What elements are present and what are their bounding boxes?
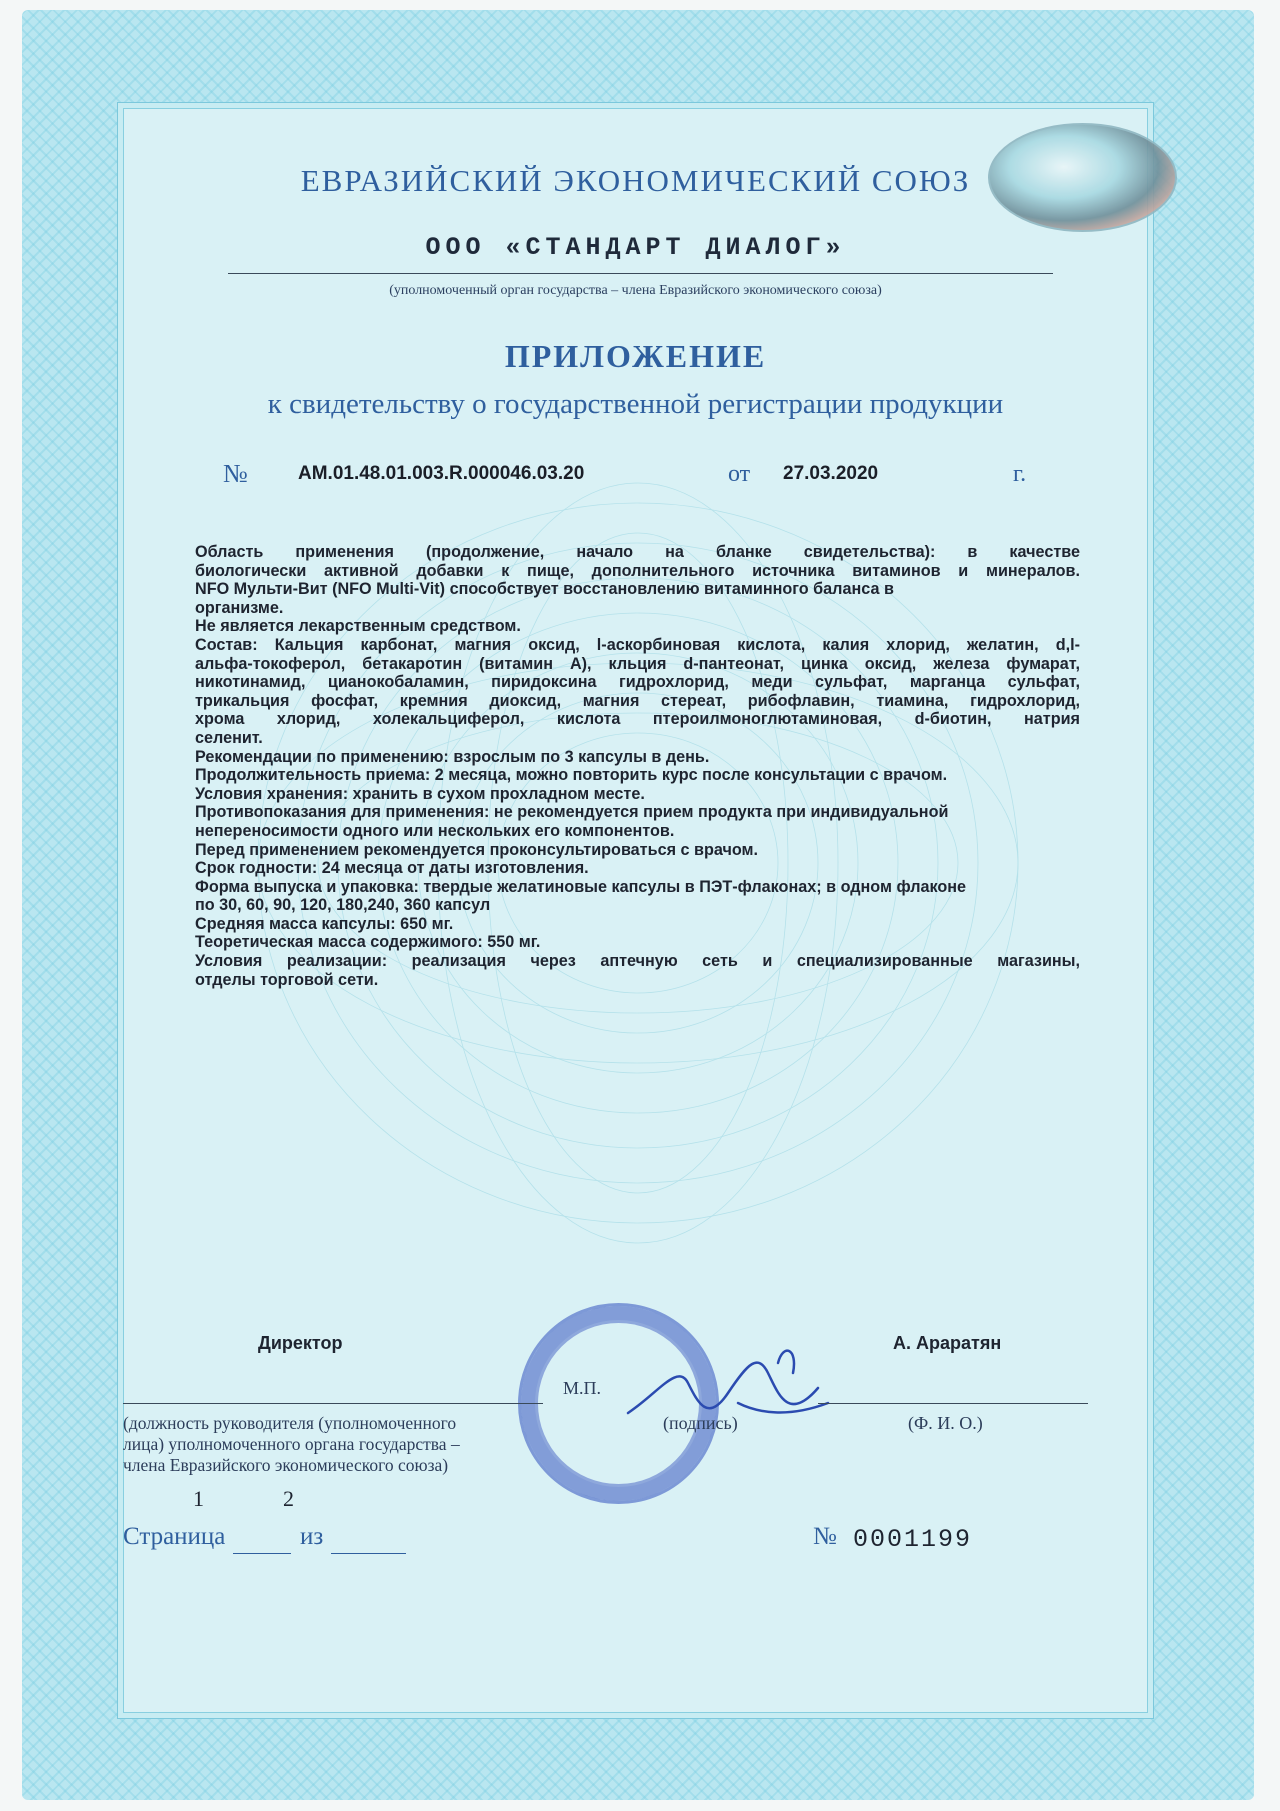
stamp-place-label: М.П.: [563, 1378, 602, 1398]
body-line: Не является лекарственным средством.: [195, 617, 521, 636]
signature-line-right: [818, 1403, 1088, 1404]
union-title: ЕВРАЗИЙСКИЙ ЭКОНОМИЧЕСКИЙ СОЮЗ: [300, 163, 971, 198]
body-line: Средняя масса капсулы: 650 мг.: [195, 914, 454, 933]
position-caption: (должность руководителя (уполномоченного лица) уполномоченного органа государства – члена Евразийского экономического союза): [123, 1413, 460, 1475]
body-line: биологически активной добавки к пище, дополнительного источника витаминов и минералов.: [195, 561, 1080, 580]
body-line: Теоретическая масса содержимого: 550 мг.: [195, 933, 541, 952]
product-description: [195, 543, 1080, 989]
registration-number: AM.01.48.01.003.R.000046.03.20: [298, 463, 585, 484]
serial-number: 0001199: [853, 1525, 973, 1554]
year-label: г.: [1013, 461, 1027, 487]
body-line: организме.: [195, 598, 284, 617]
body-line: трикальция фосфат, кремния диоксид, магния стереат, рибофлавин, тиамина, гидрохлорид,: [195, 691, 1080, 710]
signature-caption: (подпись): [663, 1413, 738, 1433]
fio-caption: (Ф. И. О.): [908, 1413, 983, 1433]
director-label: Директор: [258, 1333, 343, 1353]
body-line: хрома хлорид, холекальциферол, кислота птероилмоноглютаминовая, d-биотин, натрия: [195, 710, 1080, 729]
body-line: непереносимости одного или нескольких его компонентов.: [195, 821, 675, 840]
organization-caption: (уполномоченный орган государства – члена Евразийского экономического союза): [389, 283, 882, 298]
body-line: Срок годности: 24 месяца от даты изготовления.: [195, 859, 589, 878]
page-total-line: [331, 1553, 406, 1554]
page-total: 2: [283, 1486, 294, 1511]
page-current: 1: [193, 1486, 204, 1511]
page-current-line: [233, 1553, 291, 1554]
registration-date: 27.03.2020: [783, 463, 879, 484]
director-name: А. Араратян: [893, 1333, 1002, 1353]
registration-number-row: [118, 459, 1153, 503]
body-line: отделы торговой сети.: [195, 970, 379, 989]
organization-name: ООО «СТАНДАРТ ДИАЛОГ»: [425, 233, 846, 262]
page-of-label: из: [300, 1523, 324, 1550]
serial-sign: №: [813, 1523, 837, 1550]
appendix-subtitle: к свидетельству о государственной регистрации продукции: [267, 388, 1004, 420]
body-line: Условия хранения: хранить в сухом прохладном месте.: [195, 784, 645, 803]
hologram-seal: [988, 123, 1177, 232]
certificate-border: [22, 10, 1254, 1800]
body-line: NFO Мульти-Вит (NFO Multi-Vit) способствует восстановлению витаминного баланса в: [195, 580, 894, 599]
body-line: Область применения (продолжение, начало на бланке свидетельства): в качестве: [195, 543, 1080, 561]
body-line: Состав: Кальция карбонат, магния оксид, l-аскорбиновая кислота, калия хлорид, желатин, d,l-: [195, 635, 1080, 654]
page-footer: [123, 1523, 1158, 1563]
page-label: Страница: [123, 1523, 226, 1550]
body-line: Условия реализации: реализация через аптечную сеть и специализированные магазины,: [195, 952, 1080, 971]
organization-underline: [228, 273, 1053, 274]
body-line: никотинамид, цианокобаламин, пиридоксина гидрохлорид, меди сульфат, марганца сульфат,: [195, 673, 1080, 692]
from-label: от: [728, 461, 751, 487]
certificate-sheet: [117, 102, 1154, 1719]
signature-line-left: [123, 1403, 543, 1404]
body-line: Противопоказания для применения: не рекомендуется прием продукта при индивидуальной: [195, 803, 949, 822]
body-line: Форма выпуска и упаковка: твердые желатиновые капсулы в ПЭТ-флаконах; в одном флаконе: [195, 877, 967, 896]
body-line: селенит.: [195, 728, 263, 747]
body-line: Рекомендации по применению: взрослым по 3 капсулы в день.: [195, 747, 710, 766]
body-line: альфа-токоферол, бетакаротин (витамин А), кльция d-пантеонат, цинка оксид, железа фумарат,: [195, 654, 1080, 673]
body-line: Перед применением рекомендуется проконсультироваться с врачом.: [195, 840, 758, 859]
number-sign: №: [223, 459, 248, 488]
appendix-title: ПРИЛОЖЕНИЕ: [504, 338, 767, 374]
body-line: по 30, 60, 90, 120, 180,240, 360 капсул: [195, 896, 491, 915]
body-line: Продолжительность приема: 2 месяца, можно повторить курс после консультации с врачом.: [195, 766, 948, 785]
